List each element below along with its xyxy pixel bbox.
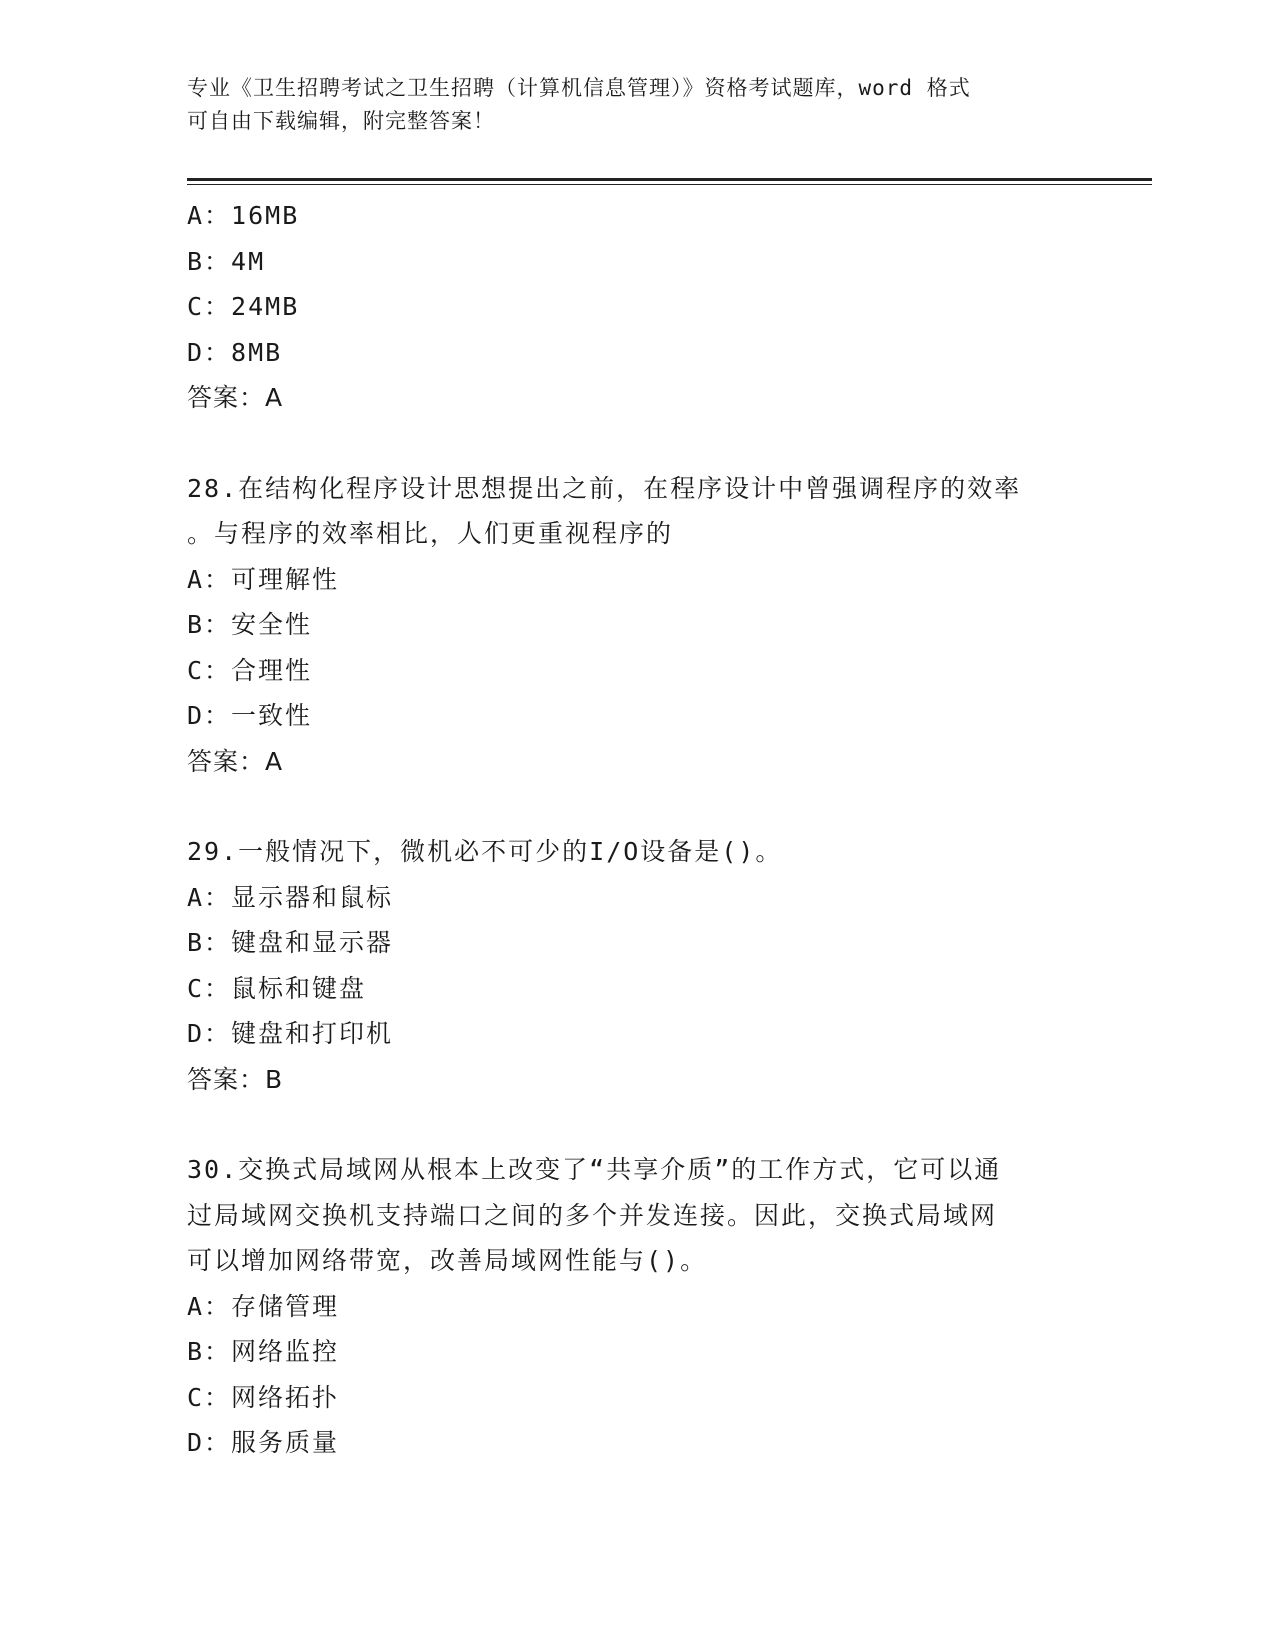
header-line-2: 可自由下载编辑，附完整答案！ (187, 109, 495, 133)
answer-line: 答案：A (187, 383, 284, 412)
question-block-27 (187, 193, 1107, 421)
option-c: C：24MB (187, 292, 300, 321)
option-d: D：8MB (187, 337, 283, 367)
question-text: 。与程序的效率相比，人们更重视程序的 (187, 519, 674, 548)
question-text: 28.在结构化程序设计思想提出之前，在程序设计中曾强调程序的效率 (187, 473, 1022, 503)
option-b: B：安全性 (187, 610, 313, 639)
header-divider-thin (187, 184, 1152, 185)
option-a: A：16MB (187, 201, 300, 230)
option-d: D：服务质量 (187, 1428, 340, 1457)
option-c: C：网络拓扑 (187, 1382, 340, 1412)
document-header (187, 72, 1087, 138)
option-c: C：合理性 (187, 655, 313, 685)
question-text: 可以增加网络带宽，改善局域网性能与()。 (187, 1246, 708, 1275)
question-text: 30.交换式局域网从根本上改变了“共享介质”的工作方式，它可以通 (187, 1155, 1002, 1184)
option-b: B：键盘和显示器 (187, 928, 394, 957)
option-a: A：可理解性 (187, 564, 340, 594)
option-a: A：显示器和鼠标 (187, 882, 394, 912)
question-text: 29.一般情况下，微机必不可少的I/O设备是()。 (187, 837, 783, 866)
question-block-28 (187, 466, 1107, 785)
option-b: B：4M (187, 246, 266, 276)
option-a: A：存储管理 (187, 1291, 340, 1321)
answer-line: 答案：A (187, 746, 284, 776)
option-d: D：键盘和打印机 (187, 1019, 394, 1048)
question-block-30 (187, 1147, 1107, 1466)
question-list (187, 193, 1107, 1466)
option-c: C：鼠标和键盘 (187, 973, 367, 1003)
option-b: B：网络监控 (187, 1337, 340, 1366)
answer-line: 答案：B (187, 1064, 284, 1094)
option-d: D：一致性 (187, 701, 313, 730)
question-text: 过局域网交换机支持端口之间的多个并发连接。因此，交换式局域网 (187, 1200, 998, 1230)
header-divider (187, 178, 1152, 181)
question-block-29 (187, 829, 1107, 1102)
header-line-1: 专业《卫生招聘考试之卫生招聘（计算机信息管理）》资格考试题库，word 格式 (187, 76, 971, 100)
